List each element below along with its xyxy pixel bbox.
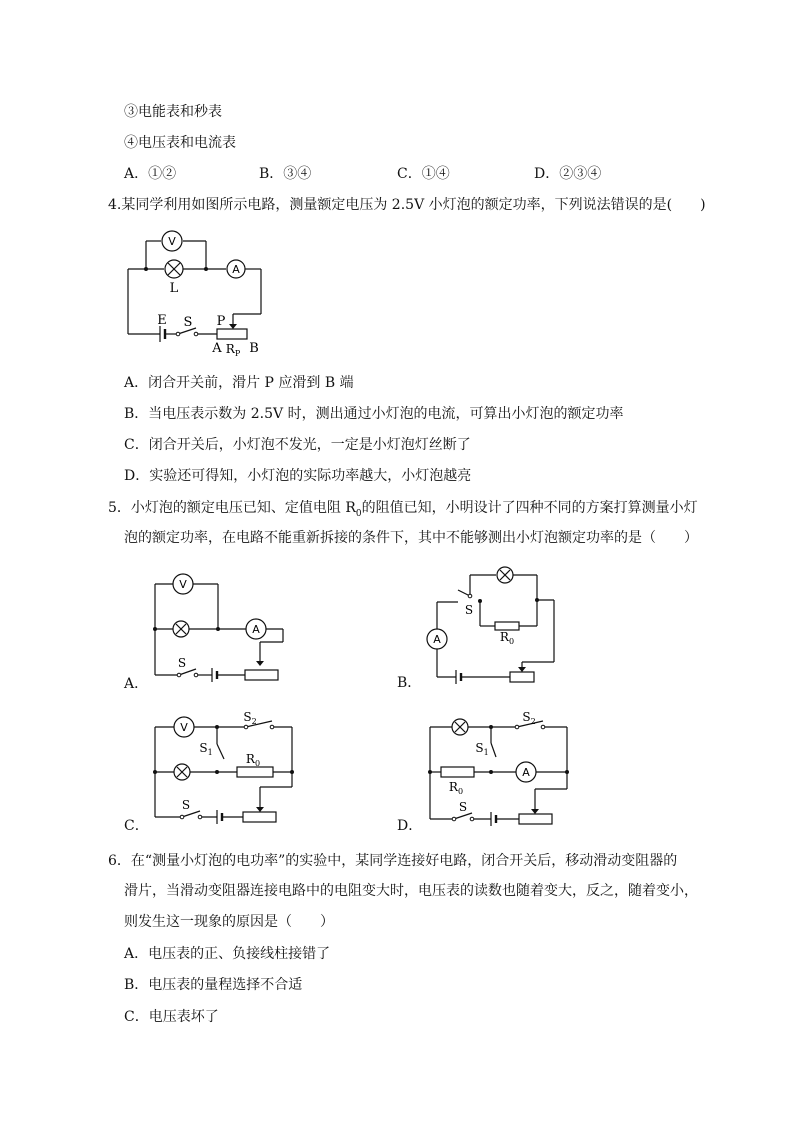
q4-slider-label: P xyxy=(216,314,226,329)
q5d-s2-label: $S_2$ xyxy=(522,710,536,726)
q4-end-b-label: B xyxy=(249,341,259,356)
q6-stem-line-2: 滑片，当滑动变阻器连接电路中的电阻变大时，电压表的读数也随着变大，反之，随着变小， xyxy=(124,883,698,899)
q4-lamp-label: L xyxy=(169,281,179,296)
q6-stem-line-1: 6．在“测量小灯泡的电功率”的实验中，某同学连接好电路，闭合开关后，移动滑动变阻器的 xyxy=(108,853,678,869)
q5-option-c-label[interactable]: C． xyxy=(124,818,149,834)
q3-option-a[interactable]: A．①② xyxy=(124,166,177,182)
q5-option-a-label[interactable]: A． xyxy=(124,676,149,692)
q4-option-a[interactable]: A．闭合开关前，滑片 P 应滑到 B 端 xyxy=(124,375,354,391)
q5-circuit-d xyxy=(425,707,575,829)
q5c-r0-label: $R_0$ xyxy=(245,752,261,768)
q4-source-label: E xyxy=(157,313,167,328)
q4-voltmeter-symbol: V xyxy=(168,235,176,248)
q4-rheostat-label: $R_P$ xyxy=(225,342,241,356)
q5-circuit-c xyxy=(150,707,300,827)
q4-stem: 4.某同学利用如图所示电路，测量额定电压为 2.5V 小灯泡的额定功率，下列说法错误的是( ) xyxy=(108,197,706,213)
q5b-switch-label: S xyxy=(464,603,474,617)
q3-option-c[interactable]: C．①④ xyxy=(397,166,450,182)
q5c-switch-label: S xyxy=(181,798,191,812)
q5-stem-line-1: 5．小灯泡的额定电压已知、定值电阻 $R_0$的阻值已知，小明设计了四种不同的方案打算测量小灯 xyxy=(108,500,698,519)
q4-switch-label: S xyxy=(183,315,193,330)
q4-option-d[interactable]: D．实验还可得知，小灯泡的实际功率越大，小灯泡越亮 xyxy=(124,468,472,484)
q3-option-d[interactable]: D．②③④ xyxy=(534,166,602,182)
q5c-s2-label: $S_2$ xyxy=(243,710,257,726)
q5-option-d-label[interactable]: D． xyxy=(397,818,423,834)
q5c-s1-label: $S_1$ xyxy=(199,741,213,757)
q6-option-a[interactable]: A．电压表的正、负接线柱接错了 xyxy=(124,946,331,962)
q5d-r0-label: $R_0$ xyxy=(448,780,464,796)
q3-item-4: ④电压表和电流表 xyxy=(124,135,236,151)
q6-stem-line-3: 则发生这一现象的原因是（ ） xyxy=(124,914,334,930)
q5b-ammeter-symbol: A xyxy=(433,633,441,646)
q4-ammeter-symbol: A xyxy=(232,263,240,276)
q5-option-b-label[interactable]: B． xyxy=(397,675,422,691)
q5a-ammeter-symbol: A xyxy=(252,623,260,636)
q5c-voltmeter-symbol: V xyxy=(180,721,188,734)
q5-stem-line-2: 泡的额定功率，在电路不能重新拆接的条件下，其中不能够测出小灯泡额定功率的是（ ） xyxy=(124,530,698,546)
q3-option-b[interactable]: B．③④ xyxy=(259,166,312,182)
q4-option-c[interactable]: C．闭合开关后，小灯泡不发光，一定是小灯泡灯丝断了 xyxy=(124,437,471,453)
q5a-switch-label: S xyxy=(177,656,187,670)
q5d-ammeter-symbol: A xyxy=(522,766,530,779)
q5b-r0-label: $R_0$ xyxy=(499,630,515,646)
q6-option-b[interactable]: B．电压表的量程选择不合适 xyxy=(124,977,303,993)
q3-item-3: ③电能表和秒表 xyxy=(124,104,222,120)
q5d-switch-label: S xyxy=(458,800,468,814)
q4-circuit-diagram xyxy=(118,226,278,356)
q4-end-a-label: A xyxy=(212,341,222,356)
q4-option-b[interactable]: B．当电压表示数为 2.5V 时，测出通过小灯泡的电流，可算出小灯泡的额定功率 xyxy=(124,406,624,422)
q5d-s1-label: $S_1$ xyxy=(475,741,489,757)
q5a-voltmeter-symbol: V xyxy=(179,578,187,591)
q5-circuit-b xyxy=(420,560,570,686)
q6-option-c[interactable]: C．电压表坏了 xyxy=(124,1009,219,1025)
q5-circuit-a xyxy=(150,570,290,686)
